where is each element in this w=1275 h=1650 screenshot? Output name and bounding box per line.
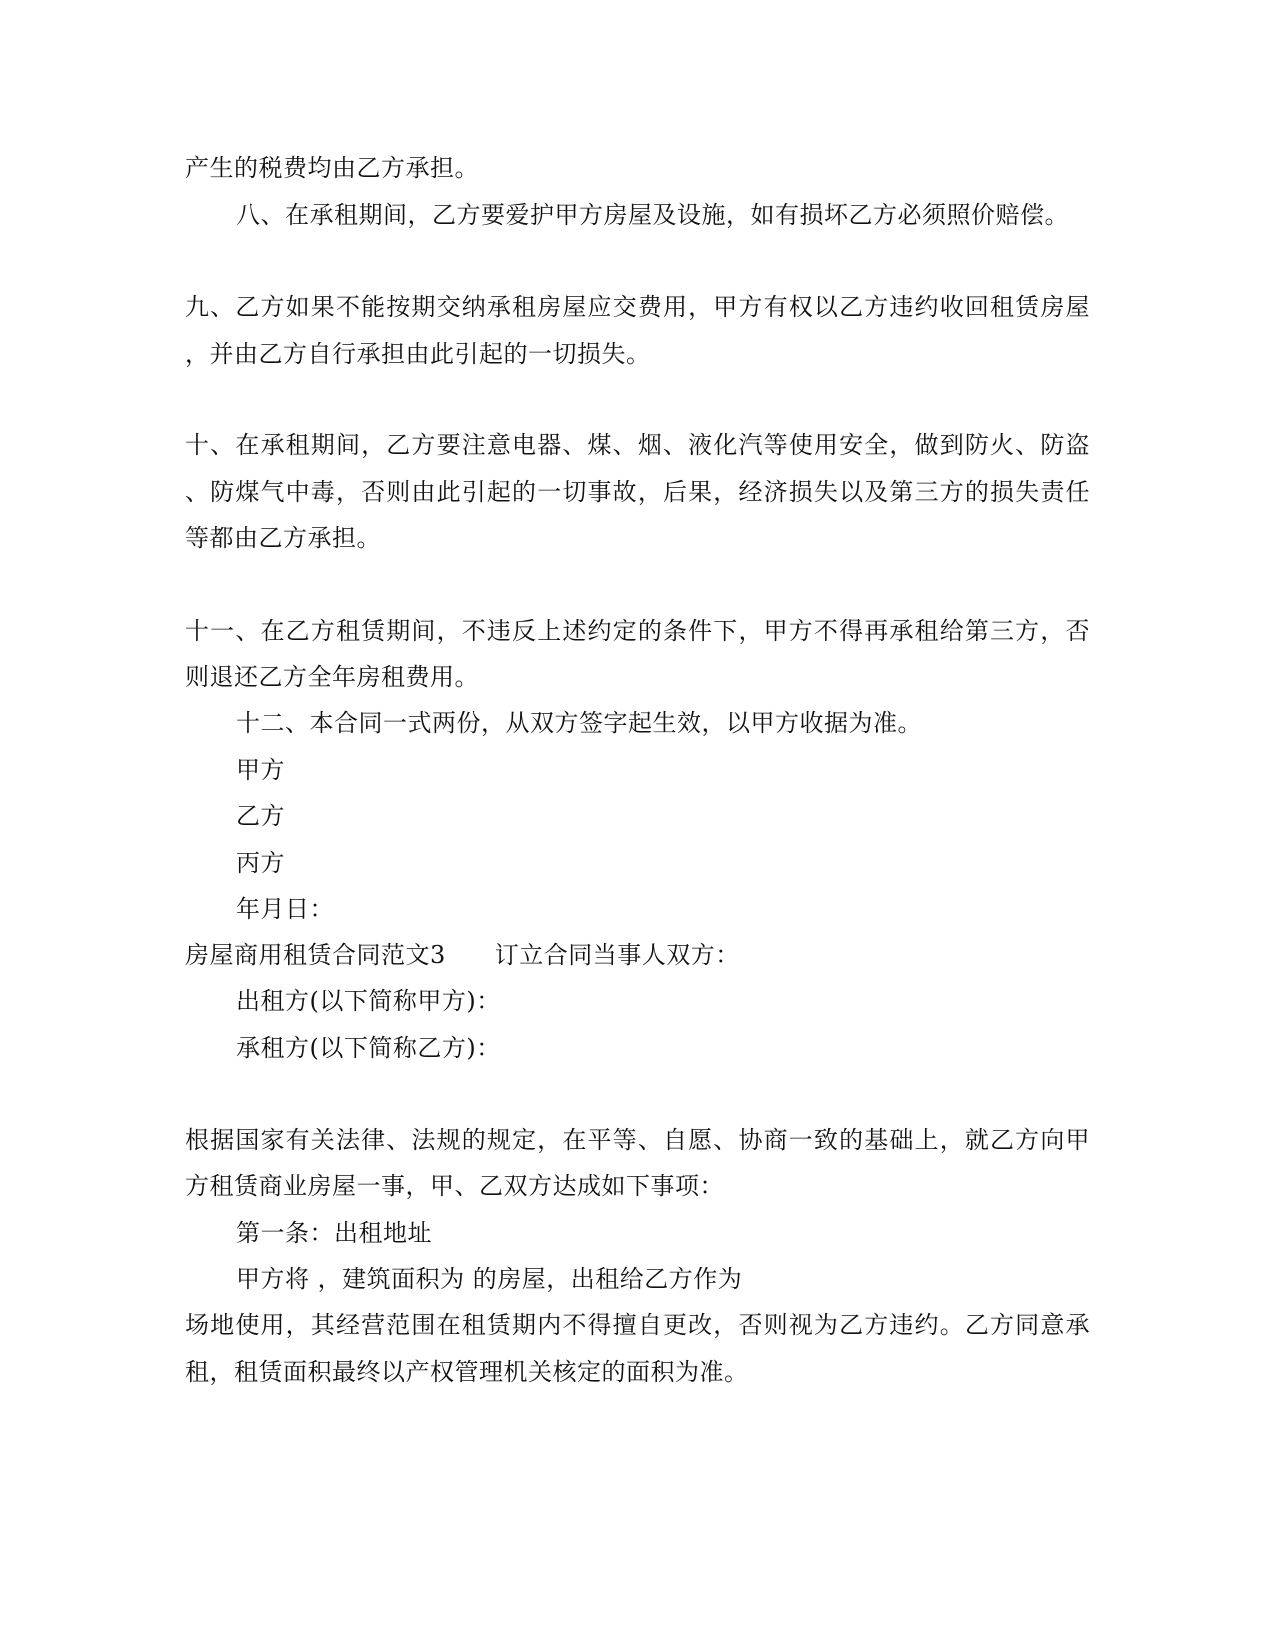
section-heading: 房屋商用租赁合同范文3 订立合同当事人双方： xyxy=(185,941,740,969)
paragraph-line: 、防煤气中毒，否则由此引起的一切事故，后果，经济损失以及第三方的损失责任 xyxy=(185,478,1090,506)
clause-11: 十一、在乙方租赁期间，不违反上述约定的条件下，甲方不得再承租给第三方，否 xyxy=(185,617,1090,645)
paragraph-line: 则退还乙方全年房租费用。 xyxy=(185,663,479,691)
paragraph-line: 租，租赁面积最终以产权管理机关核定的面积为准。 xyxy=(185,1358,749,1386)
clause-12: 十二、本合同一式两份，从双方签字起生效，以甲方收据为准。 xyxy=(236,709,922,737)
clause-8: 八、在承租期间，乙方要爱护甲方房屋及设施，如有损坏乙方必须照价赔偿。 xyxy=(236,201,1069,229)
signature-date: 年月日： xyxy=(236,895,334,923)
preamble-paragraph: 根据国家有关法律、法规的规定，在平等、自愿、协商一致的基础上，就乙方向甲 xyxy=(185,1126,1090,1154)
clause-10: 十、在承租期间，乙方要注意电器、煤、烟、液化汽等使用安全，做到防火、防盗 xyxy=(185,431,1090,459)
party-b-signature: 乙方 xyxy=(236,802,285,830)
lessor-field: 出租方(以下简称甲方)： xyxy=(236,987,501,1015)
paragraph-line: 等都由乙方承担。 xyxy=(185,524,381,552)
clause-9: 九、乙方如果不能按期交纳承租房屋应交费用，甲方有权以乙方违约收回租赁房屋 xyxy=(185,293,1090,321)
lessee-field: 承租方(以下简称乙方)： xyxy=(236,1034,501,1062)
article-1-heading: 第一条：出租地址 xyxy=(236,1219,432,1247)
paragraph-line: ，并由乙方自行承担由此引起的一切损失。 xyxy=(185,340,651,368)
paragraph-line: 方租赁商业房屋一事，甲、乙双方达成如下事项： xyxy=(185,1172,724,1200)
paragraph-line: 场地使用，其经营范围在租赁期内不得擅自更改，否则视为乙方违约。乙方同意承 xyxy=(185,1311,1090,1339)
party-a-signature: 甲方 xyxy=(236,756,285,784)
paragraph-line: 产生的税费均由乙方承担。 xyxy=(185,154,479,182)
article-1-text: 甲方将 ，建筑面积为 的房屋，出租给乙方作为 xyxy=(236,1265,743,1293)
party-c-signature: 丙方 xyxy=(236,849,285,877)
